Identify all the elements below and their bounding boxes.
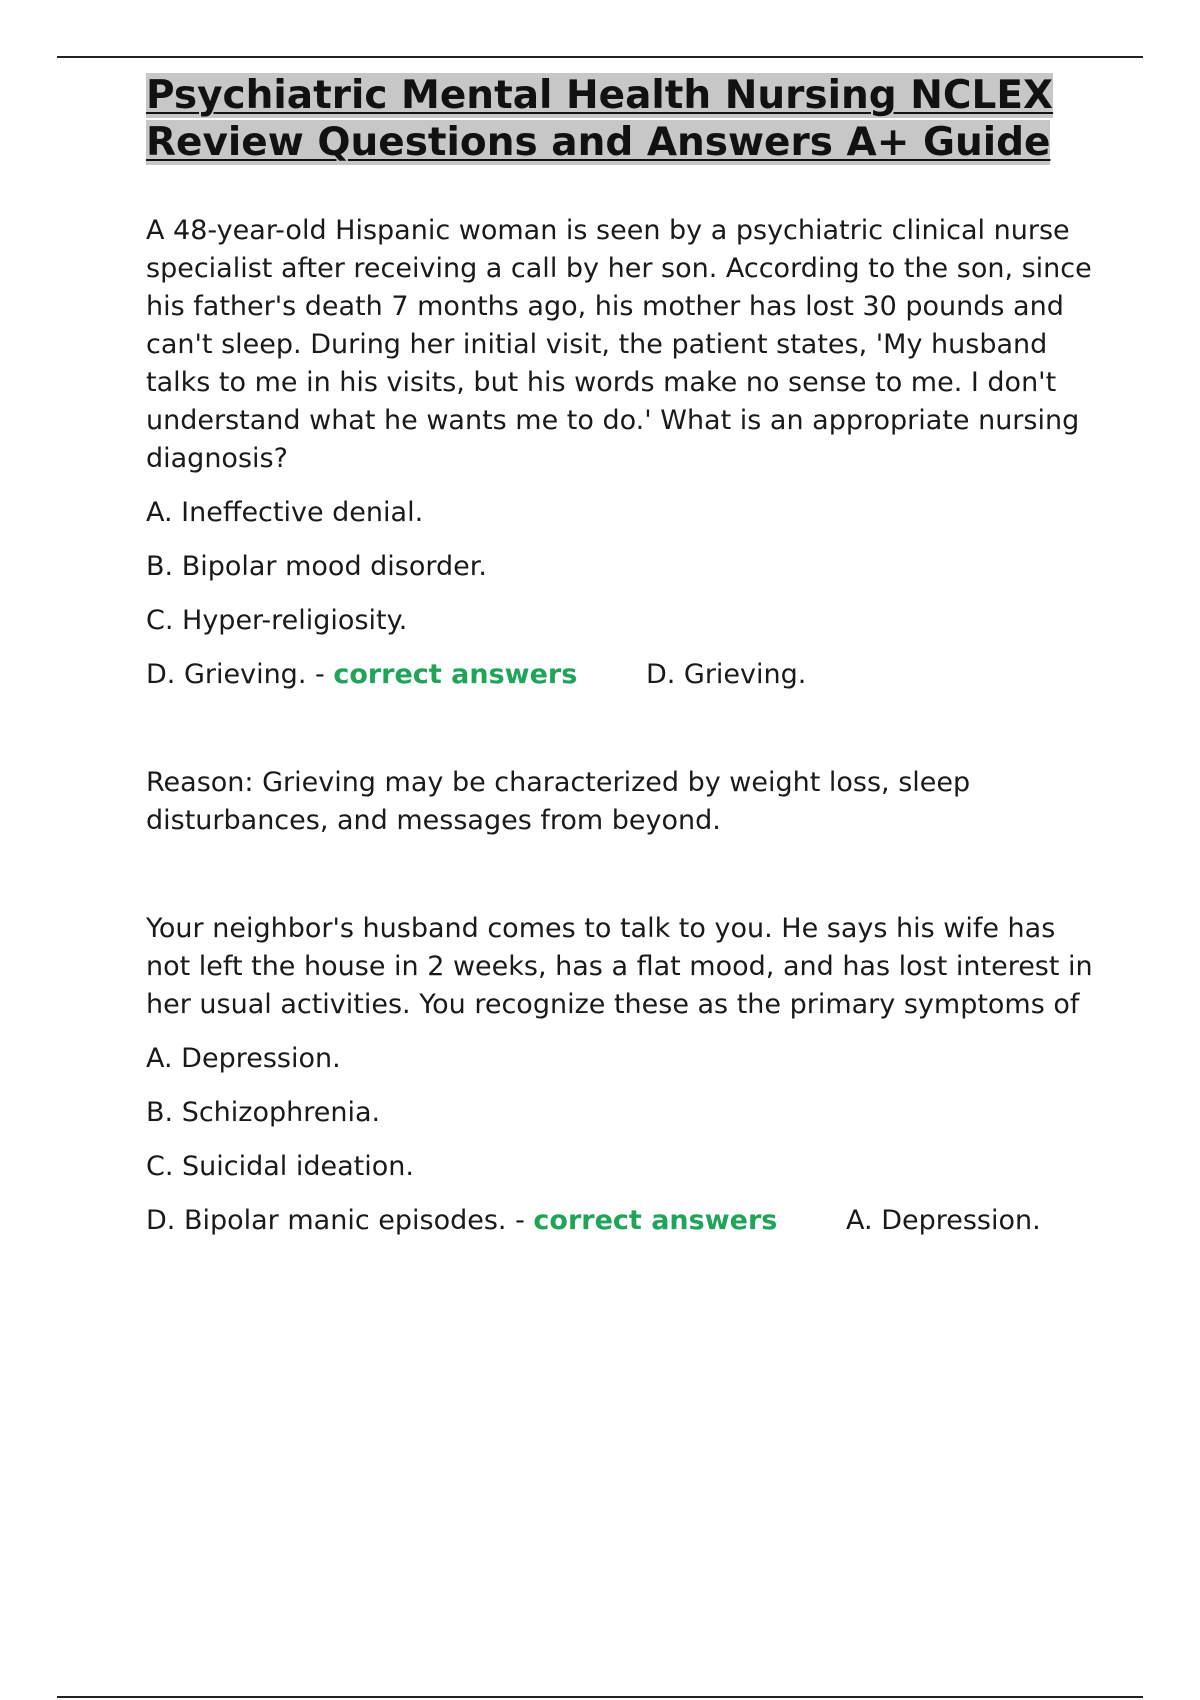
- question-1-correct-label: correct answers: [333, 659, 578, 690]
- document-title: [146, 72, 1096, 166]
- document-title-text: Psychiatric Mental Health Nursing NCLEX Review Questions and Answers A+ Guide: [146, 73, 1054, 165]
- question-1-option-d-text: D. Grieving. -: [146, 659, 334, 690]
- question-1-text: A 48-year-old Hispanic woman is seen by a psychiatric clinical nurse specialist after receiving a call by her son. According to the son, since his father's death 7 months ago, his mother has lost 30 pounds and can't sleep. During her initial visit, the patient states, 'My husband talks to me in his visits, but his words make no sense to me. I don't understand what he wants me to do.' What is an appropriate nursing diagnosis?: [146, 215, 1092, 474]
- question-2-correct-label: correct answers: [533, 1205, 778, 1236]
- question-1-option-d: [146, 656, 1096, 694]
- bottom-rule: [57, 1696, 1143, 1698]
- question-2-option-b: B. Schizophrenia.: [146, 1097, 381, 1128]
- question-1-option-c: C. Hyper-religiosity.: [146, 605, 408, 636]
- question-2-answer: A. Depression.: [846, 1205, 1041, 1236]
- question-1-reason: Reason: Grieving may be characterized by weight loss, sleep disturbances, and messages from beyond.: [146, 767, 971, 836]
- question-1-option-b: B. Bipolar mood disorder.: [146, 551, 487, 582]
- question-1-answer: D. Grieving.: [645, 659, 807, 690]
- question-2-option-d: [146, 1202, 1096, 1240]
- question-1-option-a: A. Ineffective denial.: [146, 497, 424, 528]
- question-2: [146, 910, 1096, 1240]
- question-2-text: Your neighbor's husband comes to talk to you. He says his wife has not left the house in 2 weeks, has a flat mood, and has lost interest in her usual activities. You recognize these as the primary symptoms of: [146, 913, 1093, 1020]
- question-1: [146, 212, 1096, 840]
- document-body: [146, 72, 1096, 1240]
- top-rule: [57, 56, 1143, 58]
- question-2-option-c: C. Suicidal ideation.: [146, 1151, 414, 1182]
- question-2-option-a: A. Depression.: [146, 1043, 341, 1074]
- question-2-option-d-text: D. Bipolar manic episodes. -: [146, 1205, 534, 1236]
